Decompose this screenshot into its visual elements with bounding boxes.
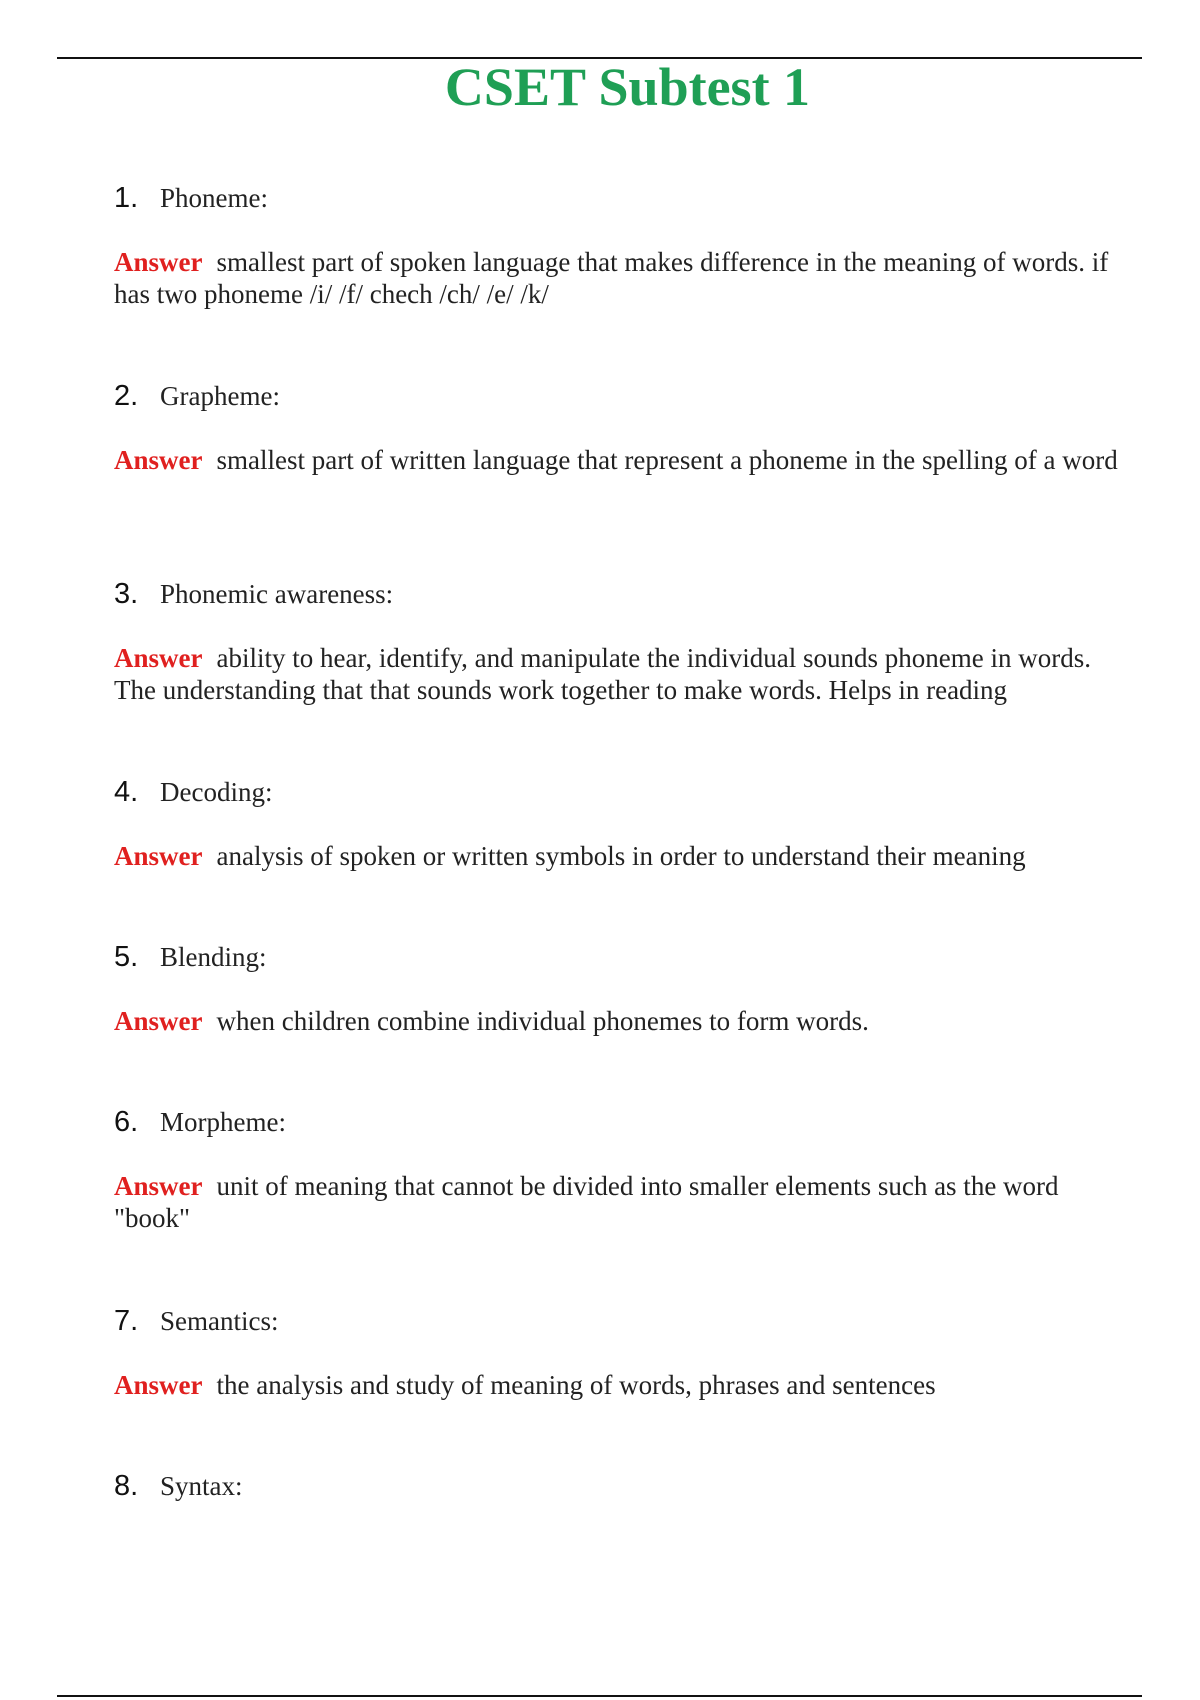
answer-5 <box>114 1005 1134 1037</box>
qa-item-4 <box>114 776 1134 872</box>
answer-4 <box>114 840 1134 872</box>
answer-text: ability to hear, identify, and manipulate the individual sounds phoneme in words. The understanding that that sounds work together to make words. Helps in reading <box>114 643 1091 705</box>
question-3 <box>114 578 1134 618</box>
answer-3 <box>114 642 1134 706</box>
question-term: Grapheme: <box>160 381 280 411</box>
answer-label: Answer <box>114 1006 203 1036</box>
answer-text: the analysis and study of meaning of words, phrases and sentences <box>216 1370 936 1400</box>
answer-1 <box>114 246 1134 310</box>
bottom-rule <box>57 1695 1142 1697</box>
qa-item-1 <box>114 182 1134 310</box>
qa-item-6 <box>114 1106 1134 1234</box>
answer-6 <box>114 1170 1134 1234</box>
question-5 <box>114 941 1134 981</box>
question-number: 6. <box>114 1106 139 1138</box>
page-title: CSET Subtest 1 <box>444 57 811 117</box>
question-term: Decoding: <box>160 777 273 807</box>
qa-item-2 <box>114 380 1134 476</box>
answer-label: Answer <box>114 247 203 277</box>
qa-item-7 <box>114 1305 1134 1401</box>
answer-label: Answer <box>114 841 203 871</box>
question-1 <box>114 182 1134 222</box>
question-term: Syntax: <box>160 1471 243 1501</box>
answer-label: Answer <box>114 643 203 673</box>
question-term: Blending: <box>160 942 267 972</box>
question-number: 5. <box>114 941 139 973</box>
answer-label: Answer <box>114 445 203 475</box>
answer-label: Answer <box>114 1370 203 1400</box>
question-number: 2. <box>114 380 139 412</box>
answer-text: smallest part of written language that represent a phoneme in the spelling of a word <box>216 445 1118 475</box>
question-6 <box>114 1106 1134 1146</box>
question-term: Semantics: <box>160 1306 279 1336</box>
question-number: 7. <box>114 1305 139 1337</box>
qa-item-5 <box>114 941 1134 1037</box>
answer-2 <box>114 444 1134 476</box>
answer-7 <box>114 1369 1134 1401</box>
question-term: Phoneme: <box>160 183 268 213</box>
answer-text: when children combine individual phonemes to form words. <box>216 1006 869 1036</box>
question-number: 1. <box>114 182 139 214</box>
qa-item-8 <box>114 1470 1134 1510</box>
question-term: Phonemic awareness: <box>160 579 394 609</box>
question-4 <box>114 776 1134 816</box>
question-term: Morpheme: <box>160 1107 286 1137</box>
question-number: 3. <box>114 578 139 610</box>
answer-label: Answer <box>114 1171 203 1201</box>
question-number: 8. <box>114 1470 139 1502</box>
answer-text: analysis of spoken or written symbols in order to understand their meaning <box>216 841 1026 871</box>
question-8 <box>114 1470 1134 1510</box>
answer-text: unit of meaning that cannot be divided into smaller elements such as the word "book" <box>114 1171 1059 1233</box>
question-number: 4. <box>114 776 139 808</box>
question-2 <box>114 380 1134 420</box>
question-7 <box>114 1305 1134 1345</box>
qa-item-3 <box>114 578 1134 706</box>
answer-text: smallest part of spoken language that makes difference in the meaning of words. if has two phoneme /i/ /f/ chech /ch/ /e/ /k/ <box>114 247 1109 309</box>
